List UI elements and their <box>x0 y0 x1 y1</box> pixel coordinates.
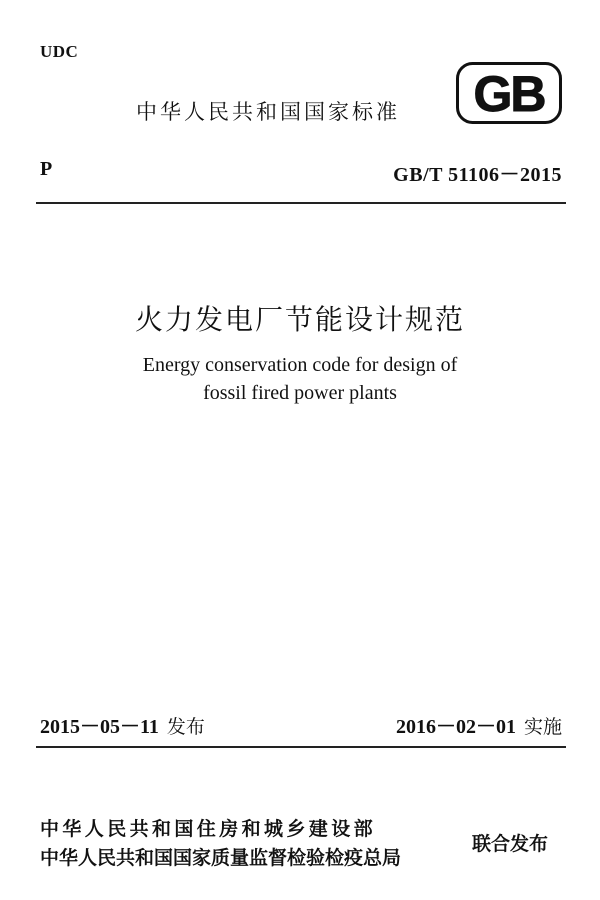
issuer-ministry-housing: 中华人民共和国住房和城乡建设部 <box>40 818 377 840</box>
chinese-title: 火力发电厂节能设计规范 <box>134 303 465 336</box>
issue-date-block <box>40 710 205 739</box>
classification-code: P <box>40 158 53 180</box>
standard-type-title: 中华人民共和国国家标准 <box>136 100 400 124</box>
issue-date: 2015－05－11 <box>40 716 159 738</box>
effective-label: 实施 <box>523 716 562 738</box>
top-divider <box>36 202 566 204</box>
standard-number: GB/T 51106－2015 <box>393 164 562 186</box>
english-title-line1: Energy conservation code for design of <box>142 354 458 376</box>
udc-label: UDC <box>40 42 79 61</box>
effective-date: 2016－02－01 <box>395 716 516 738</box>
svg-text:GB: GB <box>473 66 545 122</box>
issue-label: 发布 <box>166 716 205 738</box>
english-title-line2: fossil fired power plants <box>203 382 397 404</box>
bottom-divider <box>36 746 566 748</box>
joint-issue-label: 联合发布 <box>472 833 549 855</box>
gb-logo <box>456 62 562 124</box>
issuer-aqsiq: 中华人民共和国国家质量监督检验检疫总局 <box>40 847 402 869</box>
effective-date-block <box>396 710 562 739</box>
